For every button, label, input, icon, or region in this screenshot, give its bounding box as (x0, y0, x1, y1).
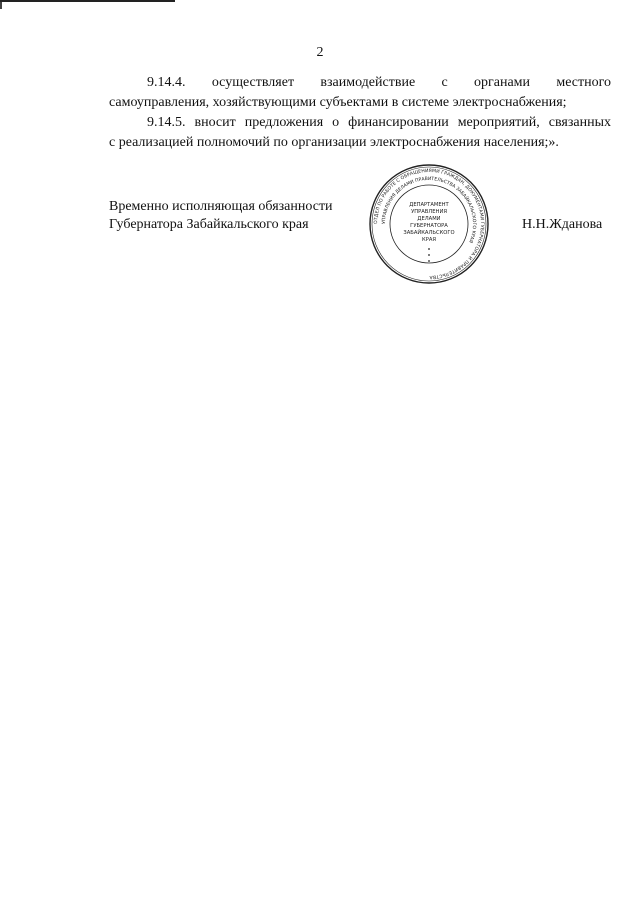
signatory-title (109, 198, 333, 234)
stamp-center-line: ЗАБАЙКАЛЬСКОГО (403, 230, 455, 236)
paragraph-line: 9.14.4. осуществляет взаимодействие с органами местного (147, 75, 611, 90)
stamp-center-line: КРАЯ (422, 237, 436, 243)
stamp-center-line: ГУБЕРНАТОРА (410, 223, 448, 229)
stamp-dots (428, 248, 430, 262)
signatory-title-line: Губернатора Забайкальского края (109, 217, 309, 232)
page-number: 2 (316, 45, 324, 60)
paragraph-9-14-5 (109, 113, 611, 153)
paragraph-line: с реализацией полномочий по организации электроснабжения населения;». (109, 135, 559, 150)
stamp-center-line: УПРАВЛЕНИЯ (411, 209, 447, 215)
stamp-ring-outer-text: ОТДЕЛ ПО РАБОТЕ С ОБРАЩЕНИЯМИ ГРАЖДАН, ДОКУМЕНТАМИ ГУБЕРНАТОРА И ПРАВИТЕЛЬСТВА (373, 168, 485, 280)
stamp-center-line: ДЕЛАМИ (417, 216, 441, 222)
stamp-ring-inner-text: УПРАВЛЕНИЯ ДЕЛАМИ ПРАВИТЕЛЬСТВА ЗАБАЙКАЛЬСКОГО КРАЯ (381, 176, 477, 244)
paragraph-9-14-4 (109, 73, 611, 113)
scan-edge-mark (0, 2, 2, 9)
signatory-name: Н.Н.Жданова (522, 217, 603, 232)
signatory-title-line: Временно исполняющая обязанности (109, 199, 333, 214)
official-stamp (368, 163, 490, 285)
scan-edge-line (0, 0, 175, 2)
paragraph-line: самоуправления, хозяйствующими субъектами в системе электроснабжения; (109, 95, 567, 110)
paragraph-line: 9.14.5. вносит предложения о финансировании мероприятий, связанных (147, 115, 611, 130)
stamp-center-line: ДЕПАРТАМЕНТ (409, 202, 449, 208)
